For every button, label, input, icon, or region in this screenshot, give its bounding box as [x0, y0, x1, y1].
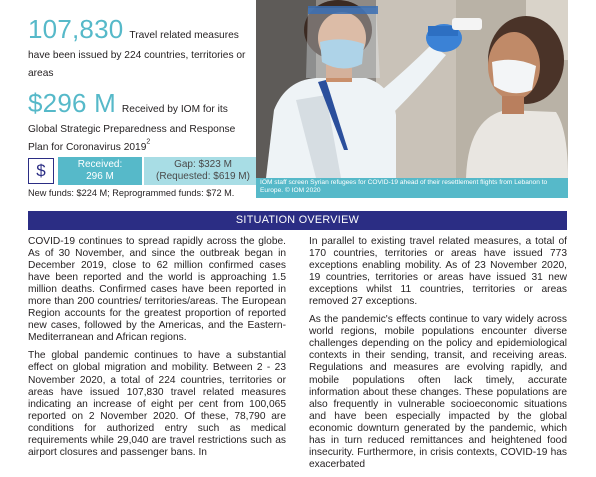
footnote-marker: 2	[146, 138, 151, 146]
received-box	[58, 157, 142, 185]
paragraph: The global pandemic continues to have a substantial effect on global migration and mobility. Between 2 - 23 November 2020, a total of 224 countries, territories or areas have issued 107,830 travel related measures indicating an increase of eight per cent from 100,065 reported on 2 November 2020. Of these, 78,790 are conditions for authorized entry such as medical requirements while 29,040 are travel restrictions such as airport closures and passenger bans. In	[28, 350, 286, 458]
received-value: 296 M	[86, 171, 114, 182]
section-header: SITUATION OVERVIEW	[28, 211, 567, 230]
gap-box	[144, 157, 262, 185]
received-label: Received:	[77, 159, 123, 170]
photo-caption: IOM staff screen Syrian refugees for COVID-19 ahead of their resettlement flights from Lebanon to Europe. © IOM 2020	[256, 178, 568, 198]
stat-value: 107,830	[28, 14, 124, 44]
paragraph: As the pandemic's effects continue to vary widely across world regions, mobile populations encounter diverse challenges depending on the policy and epidemiological contexts in their sending, transit, and receiving areas. Regulations and measures are evolving rapidly, and mobile populations often lack timely, accurate information about these changes. These populations are also frequently in vulnerable socioeconomic situations and have been especially impacted by the global economic downturn generated by the pandemic, which has in turn reduced remittances and heightened food insecurity. Furthermore, in crisis contexts, COVID-19 has exacerbated	[309, 314, 567, 470]
stat-value: $296 M	[28, 88, 116, 118]
stat-funds-received	[28, 88, 250, 155]
funding-summary	[28, 157, 262, 185]
funds-note: New funds: $224 M; Reprogrammed funds: $72 M.	[28, 188, 235, 198]
photo-health-screening	[256, 0, 568, 178]
gap-label: Gap: $323 M	[174, 159, 232, 170]
stat-travel-measures	[28, 14, 250, 81]
stat-description: Travel related measures have been issued by 224 countries, territories or areas	[28, 30, 246, 79]
paragraph: COVID-19 continues to spread rapidly across the globe. As of 30 November, and since the outbreak began in December 2019, close to 62 million confirmed cases have been reported and the world is approaching 1.5 million deaths. Confirmed cases have been reported in more than 200 countries/ territories/areas. The European Region accounts for the greatest proportion of reported new cases, followed by the Americas, and the Eastern-Mediterranean and African regions.	[28, 236, 286, 344]
dollar-icon: $	[28, 158, 54, 184]
stat-description: Received by IOM for its Global Strategic Preparedness and Response Plan for Coronavirus 2019	[28, 104, 236, 153]
requested-label: (Requested: $619 M)	[156, 171, 250, 182]
right-column	[309, 236, 567, 477]
paragraph: In parallel to existing travel related measures, a total of 170 countries, territories or areas have issued 773 exceptions enabling mobility. As of 23 November 2020, 19 countries, territories or areas have issued 31 new exceptions whilst 11 countries, territories or areas removed 27 exceptions.	[309, 236, 567, 308]
left-column	[28, 236, 286, 465]
